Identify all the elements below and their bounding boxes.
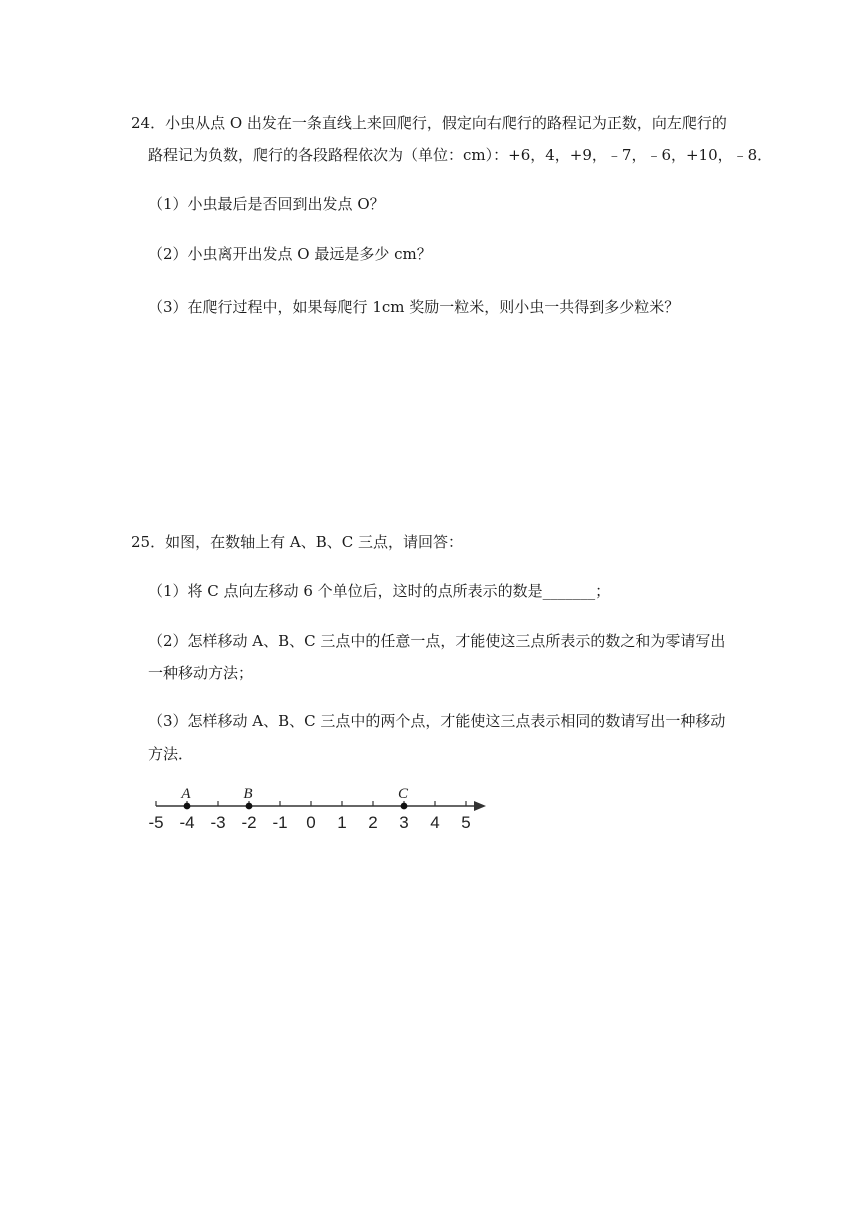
number-line-tick-label: -3 (210, 813, 226, 832)
number-line-point-label-a: A (181, 786, 191, 802)
number-line-point-c (401, 803, 408, 810)
number-line-arrow-icon (474, 801, 486, 811)
number-line-tick-label: -4 (179, 813, 195, 832)
number-line-tick-label: -2 (241, 813, 257, 832)
q24-part3: （3）在爬行过程中，如果每爬行 1cm 奖励一粒米，则小虫一共得到多少粒米？ (148, 298, 680, 316)
number-line-tick-label: 2 (368, 813, 378, 832)
q25-part1: （1）将 C 点向左移动 6 个单位后，这时的点所表示的数是_______； (148, 582, 611, 600)
q25-part3-line1: （3）怎样移动 A、B、C 三点中的两个点，才能使这三点表示相同的数请写出一种移动 (148, 712, 726, 730)
number-line-tick-label: 3 (399, 813, 409, 832)
number-line-tick-label: 0 (306, 813, 316, 832)
q25-stem: 25．如图，在数轴上有 A、B、C 三点，请回答： (131, 533, 463, 551)
number-line-figure (138, 778, 498, 838)
q24-stem-line2: 路程记为负数，爬行的各段路程依次为（单位：cm）：+6，4，+9，﹣7，﹣6，+10，﹣8． (148, 146, 773, 164)
number-line-tick-label: 5 (461, 813, 471, 832)
number-line-point-label-b: B (243, 786, 253, 802)
q25-part3-line2: 方法． (148, 745, 194, 763)
number-line-tick-label: -1 (272, 813, 288, 832)
number-line-tick-label: -5 (148, 813, 164, 832)
q25-part2-line1: （2）怎样移动 A、B、C 三点中的任意一点，才能使这三点所表示的数之和为零请写出 (148, 632, 726, 650)
number-line-point-b (246, 803, 253, 810)
number-line-tick-label: 4 (430, 813, 440, 832)
number-line-point-label-c: C (397, 786, 409, 802)
q24-stem-line1: 24．小虫从点 O 出发在一条直线上来回爬行，假定向右爬行的路程记为正数，向左爬行的 (131, 114, 727, 132)
number-line-point-a (184, 803, 191, 810)
q24-part1: （1）小虫最后是否回到出发点 O？ (148, 195, 385, 213)
q25-part2-line2: 一种移动方法； (148, 664, 254, 682)
q24-part2: （2）小虫离开出发点 O 最远是多少 cm？ (148, 245, 432, 263)
number-line-tick-label: 1 (337, 813, 347, 832)
